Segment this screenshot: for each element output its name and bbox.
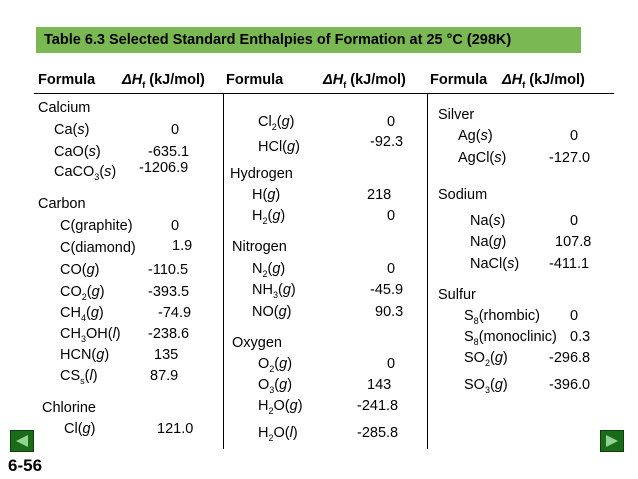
group-head-carbon: Carbon (38, 196, 86, 212)
value-hcn: 135 (154, 347, 179, 363)
value-no: 90.3 (375, 304, 404, 320)
group-head-nitrogen: Nitrogen (232, 239, 287, 255)
col1-header-formula: Formula (38, 72, 96, 88)
formula-h: H(g) (252, 187, 281, 203)
group-head-sulfur: Sulfur (438, 287, 476, 303)
next-slide-button[interactable] (600, 430, 624, 452)
value-n2: 0 (387, 261, 396, 277)
value-cao: -635.1 (148, 144, 190, 160)
formula-o2: $O_2(g)$ (258, 356, 293, 374)
value-s8-rhombic: 0 (570, 308, 579, 324)
formula-h2o-g: $H_2O(g)$ (258, 398, 303, 416)
formula-no: NO(g) (252, 304, 292, 320)
col2-header-formula: Formula (226, 72, 284, 88)
table-title: Table 6.3 Selected Standard Enthalpies of Formation at 25 °C (298K) (36, 27, 581, 53)
formula-h2o-l: $H_2O(l)$ (258, 425, 298, 443)
value-cl: 121.0 (157, 421, 194, 437)
formula-nh3: $NH_3(g)$ (252, 282, 296, 300)
value-caco3: -1206.9 (139, 160, 189, 176)
value-co2: -393.5 (148, 284, 190, 300)
value-so3: -396.0 (549, 377, 591, 393)
formula-c-diamond: C(diamond) (60, 240, 136, 256)
group-head-silver: Silver (438, 107, 475, 123)
back-arrow-icon (11, 431, 33, 451)
value-cl2: 0 (387, 114, 396, 130)
value-c-graphite: 0 (171, 218, 180, 234)
formula-na-s: Na(s) (470, 213, 506, 229)
formula-agcl: AgCl(s) (458, 150, 507, 166)
group-head-sodium: Sodium (438, 187, 488, 203)
formula-cl2: $Cl_2(g)$ (258, 114, 295, 132)
value-na-g: 107.8 (555, 234, 592, 250)
formula-hcl: HCl(g) (258, 139, 300, 155)
value-o2: 0 (387, 356, 396, 372)
formula-nacl: NaCl(s) (470, 256, 520, 272)
value-h2: 0 (387, 208, 396, 224)
value-na-s: 0 (570, 213, 579, 229)
formula-so2: $SO_2(g)$ (464, 350, 508, 368)
col3-header-formula: Formula (430, 72, 488, 88)
page-number: 6-56 (8, 456, 43, 475)
group-head-oxygen: Oxygen (232, 335, 282, 351)
value-nh3: -45.9 (370, 282, 404, 298)
value-ag: 0 (570, 128, 579, 144)
formula-na-g: Na(g) (470, 234, 507, 250)
value-h2o-g: -241.8 (357, 398, 399, 414)
formula-o3: $O_3(g)$ (258, 377, 293, 395)
formula-cao: CaO(s) (54, 144, 101, 160)
value-ch3oh: -238.6 (148, 326, 190, 342)
value-s8-monoclinic: 0.3 (570, 329, 591, 345)
col1-header-dh: $\Delta H_f$ (kJ/mol) (122, 72, 205, 90)
formula-so3: $SO_3(g)$ (464, 377, 508, 395)
formula-ca: Ca(s) (54, 122, 90, 138)
formula-s8-rhombic: $S_8(rhombic)$ (464, 308, 540, 326)
formula-s8-monoclinic: $S_8(monoclinic)$ (464, 329, 557, 347)
formula-caco3: CaCO$_3$(s) (54, 164, 117, 182)
value-co: -110.5 (148, 262, 189, 278)
value-ca: 0 (171, 122, 180, 138)
prev-slide-button[interactable] (10, 430, 34, 452)
formula-co: CO(g) (60, 262, 100, 278)
value-hcl: -92.3 (370, 134, 404, 150)
header-divider (34, 93, 614, 94)
forward-arrow-icon (601, 431, 623, 451)
formula-co2: $CO_2(g)$ (60, 284, 105, 302)
value-agcl: -127.0 (549, 150, 591, 166)
formula-ch4: $CH_4(g)$ (60, 305, 104, 323)
value-c-diamond: 1.9 (172, 238, 193, 254)
value-h: 218 (367, 187, 392, 203)
column-divider-2 (427, 94, 428, 449)
formula-hcn: HCN(g) (60, 347, 110, 363)
formula-n2: $N_2(g)$ (252, 261, 286, 279)
formula-ch3oh: $CH_3OH(l)$ (60, 326, 121, 344)
group-head-calcium: Calcium (38, 100, 91, 116)
column-divider-1 (223, 94, 224, 449)
value-so2: -296.8 (549, 350, 591, 366)
value-ch4: -74.9 (158, 305, 192, 321)
formula-h2: $H_2(g)$ (252, 208, 286, 226)
formula-c-graphite: C(graphite) (60, 218, 133, 234)
group-head-chlorine: Chlorine (42, 400, 96, 416)
formula-ag: Ag(s) (458, 128, 493, 144)
formula-css: $CS_s(l)$ (60, 368, 98, 386)
formula-cl: Cl(g) (64, 421, 96, 437)
value-nacl: -411.1 (549, 256, 590, 272)
value-css: 87.9 (150, 368, 179, 384)
col3-header-dh: $\Delta H_f$ (kJ/mol) (502, 72, 585, 90)
value-o3: 143 (367, 377, 392, 393)
group-head-hydrogen: Hydrogen (230, 166, 293, 182)
value-h2o-l: -285.8 (357, 425, 399, 441)
col2-header-dh: $\Delta H_f$ (kJ/mol) (323, 72, 406, 90)
